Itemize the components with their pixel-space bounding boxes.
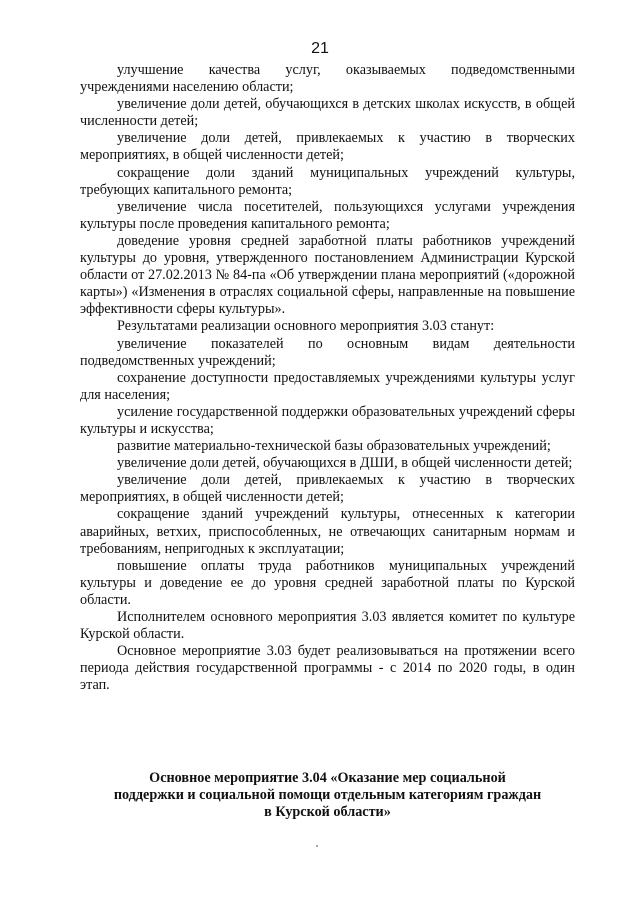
- paragraph: увеличение доли детей, обучающихся в детских школах искусств, в общей численности детей;: [80, 96, 575, 130]
- scan-speck: [316, 845, 318, 847]
- results-intro: Результатами реализации основного мероприятия 3.03 станут:: [117, 318, 495, 335]
- paragraph: увеличение числа посетителей, пользующихся услугами учреждения культуры после проведения капитального ремонта;: [80, 198, 575, 232]
- paragraph: развитие материально-технической базы образовательных учреждений;: [117, 438, 551, 455]
- section-heading: [90, 770, 565, 821]
- paragraph: сокращение зданий учреждений культуры, отнесенных к категории аварийных, ветхих, приспособленных, не отвечающих санитарным нормам и требованиям, непригодных к эксплуатации;: [80, 506, 575, 557]
- paragraph: увеличение доли детей, обучающихся в ДШИ, в общей численности детей;: [117, 455, 573, 472]
- paragraph: улучшение качества услуг, оказываемых подведомственными учреждениями населению области;: [80, 62, 575, 96]
- paragraph: доведение уровня средней заработной платы работников учреждений культуры до уровня, утвержденного постановлением Администрации Курской области от 27.02.2013 № 84-па «Об утверждении плана мероприятий («дорожной карты») «Изменения в отраслях социальной сферы, направленные на повышение эффективности сферы культуры».: [80, 232, 575, 318]
- section-heading-line: поддержки и социальной помощи отдельным категориям граждан: [113, 787, 542, 804]
- executor-paragraph: Исполнителем основного мероприятия 3.03 является комитет по культуре Курской области.: [80, 609, 575, 643]
- paragraph: усиление государственной поддержки образовательных учреждений сферы культуры и искусства;: [80, 403, 575, 437]
- paragraph: увеличение показателей по основным видам деятельности подведомственных учреждений;: [80, 335, 575, 369]
- period-paragraph: Основное мероприятие 3.03 будет реализовываться на протяжении всего периода действия государственной программы - с 2014 по 2020 годы, в один этап.: [80, 643, 575, 694]
- page-number: 21: [311, 40, 329, 57]
- paragraph: повышение оплаты труда работников муниципальных учреждений культуры и доведение ее до уровня средней заработной платы по Курской области.: [80, 557, 575, 608]
- body-text: [80, 62, 575, 694]
- paragraph: сокращение доли зданий муниципальных учреждений культуры, требующих капитального ремонта;: [80, 164, 575, 198]
- section-heading-line: Основное мероприятие 3.04 «Оказание мер социальной: [149, 770, 506, 786]
- paragraph: увеличение доли детей, привлекаемых к участию в творческих мероприятиях, в общей численности детей;: [80, 130, 575, 164]
- paragraph: сохранение доступности предоставляемых учреждениями культуры услуг для населения;: [80, 369, 575, 403]
- paragraph: увеличение доли детей, привлекаемых к участию в творческих мероприятиях, в общей численности детей;: [80, 472, 575, 506]
- section-heading-line: в Курской области»: [264, 804, 391, 821]
